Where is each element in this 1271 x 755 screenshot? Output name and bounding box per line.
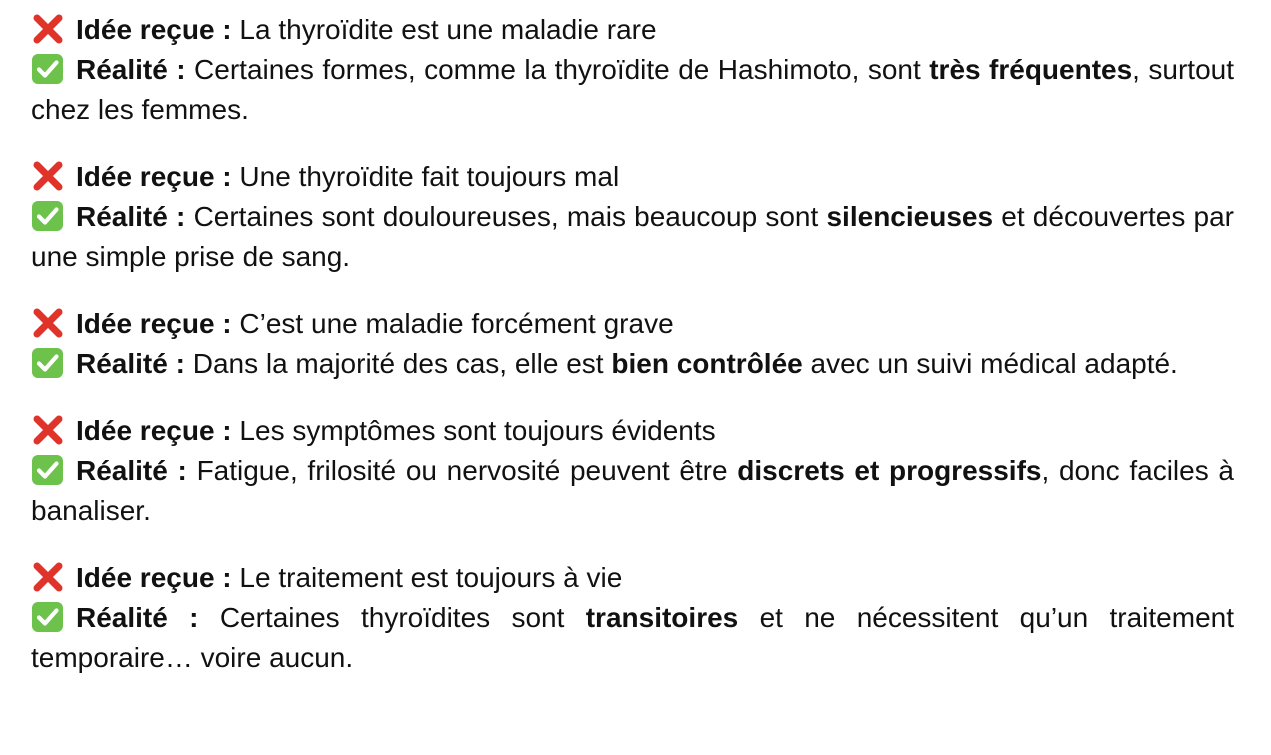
myth-fact-item	[31, 558, 1234, 678]
myth-label: Idée reçue :	[76, 14, 232, 45]
check-mark-icon	[31, 602, 65, 632]
fact-highlight: bien contrôlée	[611, 348, 803, 379]
fact-line	[31, 598, 1234, 678]
myth-label: Idée reçue :	[76, 562, 232, 593]
fact-highlight: transitoires	[585, 602, 739, 633]
fact-text: Certaines thyroïdites sont	[219, 602, 565, 633]
fact-label: Réalité :	[76, 54, 186, 85]
check-mark-icon	[31, 348, 65, 378]
myth-line	[31, 558, 1234, 598]
fact-text-end: , surtout chez les femmes.	[31, 54, 1234, 125]
cross-mark-icon	[31, 562, 65, 592]
fact-text: Certaines sont douloureuses, mais beaucoup sont	[193, 201, 819, 232]
fact-label: Réalité :	[76, 201, 186, 232]
myth-label: Idée reçue :	[76, 308, 232, 339]
fact-text-end: avec un suivi médical adapté.	[810, 348, 1178, 379]
cross-mark-icon	[31, 161, 65, 191]
fact-text: Fatigue, frilosité ou nervosité peuvent être	[196, 455, 728, 486]
myth-fact-item	[31, 411, 1234, 531]
myth-text: Une thyroïdite fait toujours mal	[239, 161, 620, 192]
cross-mark-icon	[31, 14, 65, 44]
cross-mark-icon	[31, 415, 65, 445]
fact-line	[31, 344, 1234, 384]
myth-text: Les symptômes sont toujours évidents	[239, 415, 716, 446]
fact-text-end: , donc faciles à banaliser.	[31, 455, 1235, 526]
myth-fact-item	[31, 10, 1234, 130]
fact-line	[31, 451, 1234, 531]
check-mark-icon	[31, 54, 65, 84]
myth-text: Le traitement est toujours à vie	[239, 562, 623, 593]
myth-fact-item	[31, 304, 1234, 384]
fact-label: Réalité :	[76, 602, 199, 633]
myth-line	[31, 304, 1234, 344]
check-mark-icon	[31, 455, 65, 485]
myth-fact-item	[31, 157, 1234, 277]
myth-label: Idée reçue :	[76, 161, 232, 192]
fact-label: Réalité :	[76, 348, 185, 379]
fact-highlight: très fréquentes	[929, 54, 1133, 85]
fact-text: Certaines formes, comme la thyroïdite de Hashimoto, sont	[194, 54, 921, 85]
myth-label: Idée reçue :	[76, 415, 232, 446]
fact-line	[31, 197, 1234, 277]
fact-text: Dans la majorité des cas, elle est	[192, 348, 604, 379]
fact-text-end: et découvertes par une simple prise de sang.	[31, 201, 1235, 272]
myth-line	[31, 157, 1234, 197]
fact-highlight: discrets et progressifs	[737, 455, 1042, 486]
check-mark-icon	[31, 201, 65, 231]
cross-mark-icon	[31, 308, 65, 338]
myth-line	[31, 411, 1234, 451]
fact-line	[31, 50, 1234, 130]
myth-text: C’est une maladie forcément grave	[239, 308, 674, 339]
fact-text-end: et ne nécessitent qu’un traitement temporaire… voire aucun.	[31, 602, 1235, 673]
fact-highlight: silencieuses	[826, 201, 994, 232]
myth-text: La thyroïdite est une maladie rare	[239, 14, 657, 45]
myth-line	[31, 10, 1234, 50]
fact-label: Réalité :	[76, 455, 187, 486]
